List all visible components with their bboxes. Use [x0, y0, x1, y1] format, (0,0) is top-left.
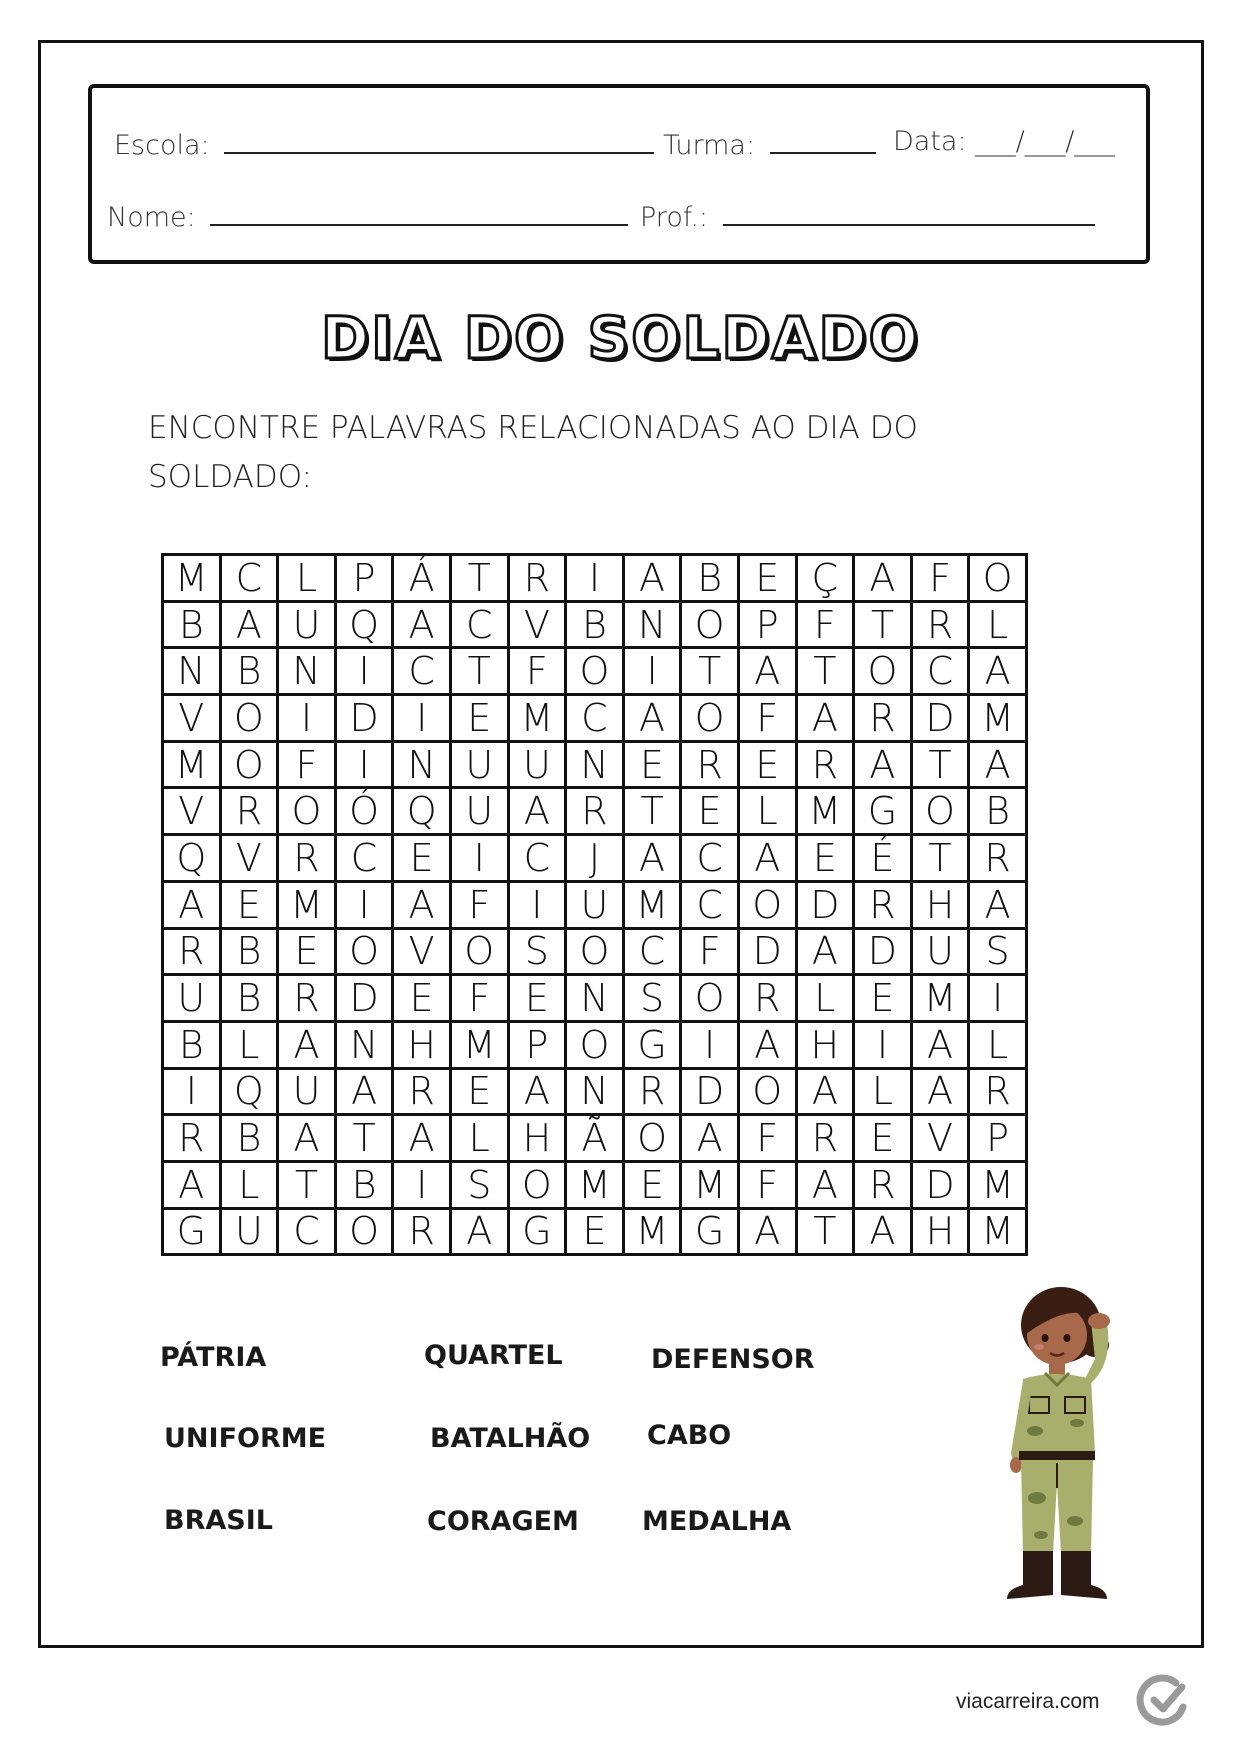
grid-cell[interactable]: A [911, 1021, 969, 1068]
grid-cell[interactable]: B [220, 928, 278, 975]
grid-cell[interactable]: E [566, 1208, 624, 1255]
grid-cell[interactable]: M [623, 1208, 681, 1255]
grid-cell[interactable]: R [969, 835, 1027, 882]
word-patria: PÁTRIA [160, 1342, 267, 1373]
word-coragem: CORAGEM [427, 1506, 579, 1537]
grid-cell[interactable]: F [450, 881, 508, 928]
grid-cell[interactable]: O [566, 1021, 624, 1068]
grid-cell[interactable]: R [278, 975, 336, 1022]
grid-cell[interactable]: C [450, 601, 508, 648]
grid-cell[interactable]: F [796, 601, 854, 648]
grid-cell[interactable]: Á [393, 555, 451, 602]
grid-cell[interactable]: C [566, 695, 624, 742]
grid-cell[interactable]: O [450, 928, 508, 975]
grid-cell[interactable]: I [335, 741, 393, 788]
grid-cell[interactable]: I [508, 881, 566, 928]
grid-cell[interactable]: R [911, 601, 969, 648]
grid-cell[interactable]: C [220, 555, 278, 602]
teacher-label: Prof.: [640, 202, 709, 233]
grid-cell[interactable]: A [969, 741, 1027, 788]
grid-cell[interactable]: A [278, 1115, 336, 1162]
grid-cell[interactable]: F [911, 555, 969, 602]
grid-cell[interactable]: B [220, 975, 278, 1022]
grid-cell[interactable]: L [450, 1115, 508, 1162]
grid-cell[interactable]: T [278, 1161, 336, 1208]
grid-row [163, 1021, 1027, 1068]
grid-cell[interactable]: T [854, 601, 912, 648]
grid-cell[interactable]: F [738, 1115, 796, 1162]
grid-cell[interactable]: R [854, 1161, 912, 1208]
grid-row [163, 835, 1027, 882]
grid-cell[interactable]: A [335, 1068, 393, 1115]
grid-cell[interactable]: I [681, 1021, 739, 1068]
name-label: Nome: [107, 202, 196, 233]
grid-cell[interactable]: A [163, 1161, 221, 1208]
grid-cell[interactable]: T [623, 788, 681, 835]
grid-row [163, 1115, 1027, 1162]
grid-cell[interactable]: B [681, 555, 739, 602]
grid-cell[interactable]: T [335, 1115, 393, 1162]
word-cabo: CABO [647, 1420, 732, 1451]
grid-cell[interactable]: M [681, 1161, 739, 1208]
grid-cell[interactable]: B [969, 788, 1027, 835]
grid-cell[interactable]: B [163, 1021, 221, 1068]
grid-cell[interactable]: V [508, 601, 566, 648]
grid-cell[interactable]: R [508, 555, 566, 602]
grid-cell[interactable]: T [911, 741, 969, 788]
date-field[interactable] [893, 126, 1115, 157]
grid-cell[interactable]: P [738, 601, 796, 648]
grid-cell[interactable]: B [335, 1161, 393, 1208]
grid-cell[interactable]: E [796, 835, 854, 882]
grid-cell[interactable]: O [623, 1115, 681, 1162]
grid-cell[interactable]: V [163, 695, 221, 742]
grid-cell[interactable]: E [450, 1068, 508, 1115]
footer-site-link[interactable]: viacarreira.com [956, 1690, 1100, 1713]
grid-cell[interactable]: G [681, 1208, 739, 1255]
grid-cell[interactable]: A [738, 1021, 796, 1068]
grid-cell[interactable]: R [738, 975, 796, 1022]
word-quartel: QUARTEL [424, 1340, 563, 1371]
grid-cell[interactable]: M [163, 741, 221, 788]
grid-cell[interactable]: F [681, 928, 739, 975]
word-batalhao: BATALHÃO [430, 1423, 591, 1454]
grid-cell[interactable]: A [508, 788, 566, 835]
grid-cell[interactable]: F [450, 975, 508, 1022]
grid-cell[interactable]: C [911, 648, 969, 695]
instruction-text: ENCONTRE PALAVRAS RELACIONADAS AO DIA DO SOLDADO: [148, 410, 918, 495]
class-label: Turma: [663, 130, 756, 161]
grid-cell[interactable]: P [508, 1021, 566, 1068]
grid-cell[interactable]: S [969, 928, 1027, 975]
grid-cell[interactable]: A [163, 881, 221, 928]
grid-cell[interactable]: B [163, 601, 221, 648]
grid-cell[interactable]: M [450, 1021, 508, 1068]
grid-cell[interactable]: D [335, 695, 393, 742]
grid-cell[interactable]: O [566, 648, 624, 695]
grid-cell[interactable]: R [681, 741, 739, 788]
grid-cell[interactable]: M [911, 975, 969, 1022]
grid-cell[interactable]: M [278, 881, 336, 928]
grid-cell[interactable]: A [969, 881, 1027, 928]
grid-cell[interactable]: A [623, 695, 681, 742]
grid-cell[interactable]: A [854, 555, 912, 602]
grid-cell[interactable]: F [738, 695, 796, 742]
grid-cell[interactable]: O [681, 601, 739, 648]
grid-cell[interactable]: R [623, 1068, 681, 1115]
grid-row [163, 555, 1027, 602]
grid-cell[interactable]: L [220, 1021, 278, 1068]
grid-cell[interactable]: T [796, 648, 854, 695]
grid-cell[interactable]: E [278, 928, 336, 975]
grid-row [163, 741, 1027, 788]
name-field[interactable] [107, 200, 628, 233]
name-line[interactable] [210, 200, 628, 226]
grid-cell[interactable]: L [969, 601, 1027, 648]
grid-cell[interactable]: D [738, 928, 796, 975]
grid-cell[interactable]: R [393, 1208, 451, 1255]
grid-cell[interactable]: A [278, 1021, 336, 1068]
grid-row [163, 788, 1027, 835]
grid-cell[interactable]: A [738, 835, 796, 882]
grid-cell[interactable]: H [508, 1115, 566, 1162]
grid-cell[interactable]: I [335, 648, 393, 695]
grid-cell[interactable]: N [566, 1068, 624, 1115]
grid-cell[interactable]: A [796, 1068, 854, 1115]
grid-cell[interactable]: I [393, 695, 451, 742]
grid-cell[interactable]: G [623, 1021, 681, 1068]
grid-cell[interactable]: A [854, 741, 912, 788]
grid-cell[interactable]: O [278, 788, 336, 835]
grid-cell[interactable]: O [681, 695, 739, 742]
grid-cell[interactable]: U [508, 741, 566, 788]
grid-cell[interactable]: O [508, 1161, 566, 1208]
grid-cell[interactable]: C [508, 835, 566, 882]
student-info-box [88, 84, 1150, 264]
grid-cell[interactable]: O [220, 695, 278, 742]
grid-cell[interactable]: F [508, 648, 566, 695]
grid-cell[interactable]: M [566, 1161, 624, 1208]
grid-cell[interactable]: O [738, 1068, 796, 1115]
grid-row [163, 928, 1027, 975]
grid-cell[interactable]: O [854, 648, 912, 695]
grid-cell[interactable]: B [220, 1115, 278, 1162]
grid-cell[interactable]: T [911, 835, 969, 882]
grid-cell[interactable]: T [796, 1208, 854, 1255]
grid-row [163, 1208, 1027, 1255]
grid-cell[interactable]: U [163, 975, 221, 1022]
grid-cell[interactable]: I [969, 975, 1027, 1022]
word-uniforme: UNIFORME [164, 1423, 327, 1454]
grid-cell[interactable]: D [911, 1161, 969, 1208]
grid-cell[interactable]: T [450, 648, 508, 695]
grid-cell[interactable]: Ã [566, 1115, 624, 1162]
teacher-field[interactable] [640, 200, 1095, 233]
grid-row [163, 601, 1027, 648]
grid-cell[interactable]: M [969, 1208, 1027, 1255]
grid-cell[interactable]: A [911, 1068, 969, 1115]
grid-cell[interactable]: A [393, 601, 451, 648]
grid-cell[interactable]: E [738, 741, 796, 788]
grid-cell[interactable]: M [508, 695, 566, 742]
grid-cell[interactable]: D [796, 881, 854, 928]
grid-cell[interactable]: R [796, 741, 854, 788]
grid-cell[interactable]: D [911, 695, 969, 742]
grid-cell[interactable]: T [681, 648, 739, 695]
grid-cell[interactable]: L [969, 1021, 1027, 1068]
grid-cell[interactable]: N [335, 1021, 393, 1068]
grid-cell[interactable]: L [220, 1161, 278, 1208]
grid-cell[interactable]: M [969, 1161, 1027, 1208]
grid-cell[interactable]: I [450, 835, 508, 882]
grid-row [163, 975, 1027, 1022]
grid-cell[interactable]: A [796, 695, 854, 742]
grid-cell[interactable]: A [854, 1208, 912, 1255]
grid-cell[interactable]: O [335, 1208, 393, 1255]
grid-cell[interactable]: V [393, 928, 451, 975]
grid-cell[interactable]: H [796, 1021, 854, 1068]
grid-cell[interactable]: S [623, 975, 681, 1022]
grid-cell[interactable]: G [508, 1208, 566, 1255]
grid-cell[interactable]: R [220, 788, 278, 835]
grid-cell[interactable]: N [566, 741, 624, 788]
grid-cell[interactable]: R [163, 1115, 221, 1162]
grid-cell[interactable]: I [566, 555, 624, 602]
grid-cell[interactable]: O [969, 555, 1027, 602]
school-line[interactable] [224, 128, 654, 154]
class-field[interactable] [663, 128, 876, 161]
check-circle-icon [1136, 1673, 1190, 1727]
grid-cell[interactable]: R [393, 1068, 451, 1115]
grid-cell[interactable]: N [163, 648, 221, 695]
grid-row [163, 881, 1027, 928]
grid-cell[interactable]: P [969, 1115, 1027, 1162]
grid-cell[interactable]: C [393, 648, 451, 695]
grid-cell[interactable]: A [450, 1208, 508, 1255]
grid-cell[interactable]: O [566, 928, 624, 975]
grid-cell[interactable]: F [278, 741, 336, 788]
grid-cell[interactable]: G [163, 1208, 221, 1255]
grid-cell[interactable]: A [796, 928, 854, 975]
grid-row [163, 1161, 1027, 1208]
grid-cell[interactable]: D [681, 1068, 739, 1115]
grid-cell[interactable]: L [738, 788, 796, 835]
grid-cell[interactable]: O [738, 881, 796, 928]
grid-cell[interactable]: U [278, 1068, 336, 1115]
grid-cell[interactable]: M [623, 881, 681, 928]
grid-cell[interactable]: O [681, 975, 739, 1022]
saluting-soldier-illustration [995, 1283, 1155, 1613]
grid-row [163, 695, 1027, 742]
word-medalha: MEDALHA [642, 1506, 792, 1537]
grid-cell[interactable]: P [335, 555, 393, 602]
grid-cell[interactable]: A [738, 648, 796, 695]
grid-cell[interactable]: H [393, 1021, 451, 1068]
grid-cell[interactable]: D [335, 975, 393, 1022]
school-label: Escola: [114, 130, 210, 161]
grid-cell[interactable]: C [335, 835, 393, 882]
word-defensor: DEFENSOR [651, 1344, 815, 1375]
grid-cell[interactable]: I [393, 1161, 451, 1208]
grid-cell[interactable]: S [450, 1161, 508, 1208]
grid-cell[interactable]: E [450, 695, 508, 742]
grid-cell[interactable]: R [163, 928, 221, 975]
grid-cell[interactable]: U [278, 601, 336, 648]
grid-cell[interactable]: E [508, 975, 566, 1022]
grid-cell[interactable]: R [278, 835, 336, 882]
grid-cell[interactable]: T [450, 555, 508, 602]
grid-cell[interactable]: O [220, 741, 278, 788]
grid-row [163, 1068, 1027, 1115]
grid-cell[interactable]: Q [220, 1068, 278, 1115]
grid-cell[interactable]: U [450, 788, 508, 835]
grid-cell[interactable]: E [681, 788, 739, 835]
grid-cell[interactable]: O [335, 928, 393, 975]
page-title: DIA DO SOLDADO [321, 304, 920, 372]
grid-cell[interactable]: A [393, 881, 451, 928]
grid-cell[interactable]: N [623, 601, 681, 648]
grid-cell[interactable]: L [278, 555, 336, 602]
grid-cell[interactable]: M [969, 695, 1027, 742]
grid-cell[interactable]: M [163, 555, 221, 602]
grid-cell[interactable]: C [278, 1208, 336, 1255]
grid-cell[interactable]: O [911, 788, 969, 835]
grid-cell[interactable]: E [623, 1161, 681, 1208]
grid-cell[interactable]: L [854, 1068, 912, 1115]
grid-cell[interactable]: Q [335, 601, 393, 648]
grid-cell[interactable]: V [163, 788, 221, 835]
grid-cell[interactable]: U [450, 741, 508, 788]
grid-cell[interactable]: C [623, 928, 681, 975]
grid-cell[interactable]: A [623, 835, 681, 882]
grid-cell[interactable]: H [911, 881, 969, 928]
grid-cell[interactable]: B [220, 648, 278, 695]
grid-cell[interactable]: G [854, 788, 912, 835]
grid-cell[interactable]: I [854, 1021, 912, 1068]
grid-cell[interactable]: A [681, 1115, 739, 1162]
grid-cell[interactable]: C [681, 881, 739, 928]
grid-cell[interactable]: F [738, 1161, 796, 1208]
grid-cell[interactable]: U [911, 928, 969, 975]
grid-cell[interactable]: A [623, 555, 681, 602]
grid-cell[interactable]: E [738, 555, 796, 602]
grid-cell[interactable]: A [796, 1161, 854, 1208]
grid-cell[interactable]: R [854, 695, 912, 742]
grid-cell[interactable]: Ó [335, 788, 393, 835]
grid-cell[interactable]: I [278, 695, 336, 742]
grid-cell[interactable]: E [220, 881, 278, 928]
grid-cell[interactable]: E [393, 835, 451, 882]
grid-cell[interactable]: N [393, 741, 451, 788]
grid-cell[interactable]: E [854, 1115, 912, 1162]
grid-cell[interactable]: E [854, 975, 912, 1022]
grid-cell[interactable]: A [220, 601, 278, 648]
grid-cell[interactable]: I [335, 881, 393, 928]
grid-cell[interactable]: A [393, 1115, 451, 1162]
grid-cell[interactable]: J [566, 835, 624, 882]
grid-cell[interactable]: E [393, 975, 451, 1022]
grid-cell[interactable]: L [796, 975, 854, 1022]
grid-cell[interactable]: Ç [796, 555, 854, 602]
grid-cell[interactable]: S [508, 928, 566, 975]
grid-cell[interactable]: A [969, 648, 1027, 695]
grid-cell[interactable]: É [854, 835, 912, 882]
teacher-line[interactable] [723, 200, 1095, 226]
grid-cell[interactable]: E [623, 741, 681, 788]
grid-cell[interactable]: R [796, 1115, 854, 1162]
grid-cell[interactable]: N [566, 975, 624, 1022]
word-search-grid[interactable] [161, 553, 1028, 1256]
grid-cell[interactable]: R [854, 881, 912, 928]
grid-cell[interactable]: M [796, 788, 854, 835]
grid-cell[interactable]: D [854, 928, 912, 975]
grid-cell[interactable]: V [220, 835, 278, 882]
grid-cell[interactable]: N [278, 648, 336, 695]
grid-cell[interactable]: I [623, 648, 681, 695]
date-label: Data: [893, 126, 967, 157]
grid-cell[interactable]: I [163, 1068, 221, 1115]
grid-cell[interactable]: H [911, 1208, 969, 1255]
grid-cell[interactable]: R [566, 788, 624, 835]
date-blanks[interactable]: ___/___/___ [975, 126, 1115, 157]
grid-cell[interactable]: Q [163, 835, 221, 882]
grid-row [163, 648, 1027, 695]
grid-cell[interactable]: V [911, 1115, 969, 1162]
class-line[interactable] [770, 128, 876, 154]
grid-cell[interactable]: A [738, 1208, 796, 1255]
grid-cell[interactable]: U [220, 1208, 278, 1255]
school-field[interactable] [114, 128, 654, 161]
grid-cell[interactable]: A [508, 1068, 566, 1115]
grid-cell[interactable]: U [566, 881, 624, 928]
grid-cell[interactable]: Q [393, 788, 451, 835]
word-brasil: BRASIL [164, 1505, 273, 1536]
grid-cell[interactable]: B [566, 601, 624, 648]
grid-cell[interactable]: C [681, 835, 739, 882]
grid-cell[interactable]: R [969, 1068, 1027, 1115]
